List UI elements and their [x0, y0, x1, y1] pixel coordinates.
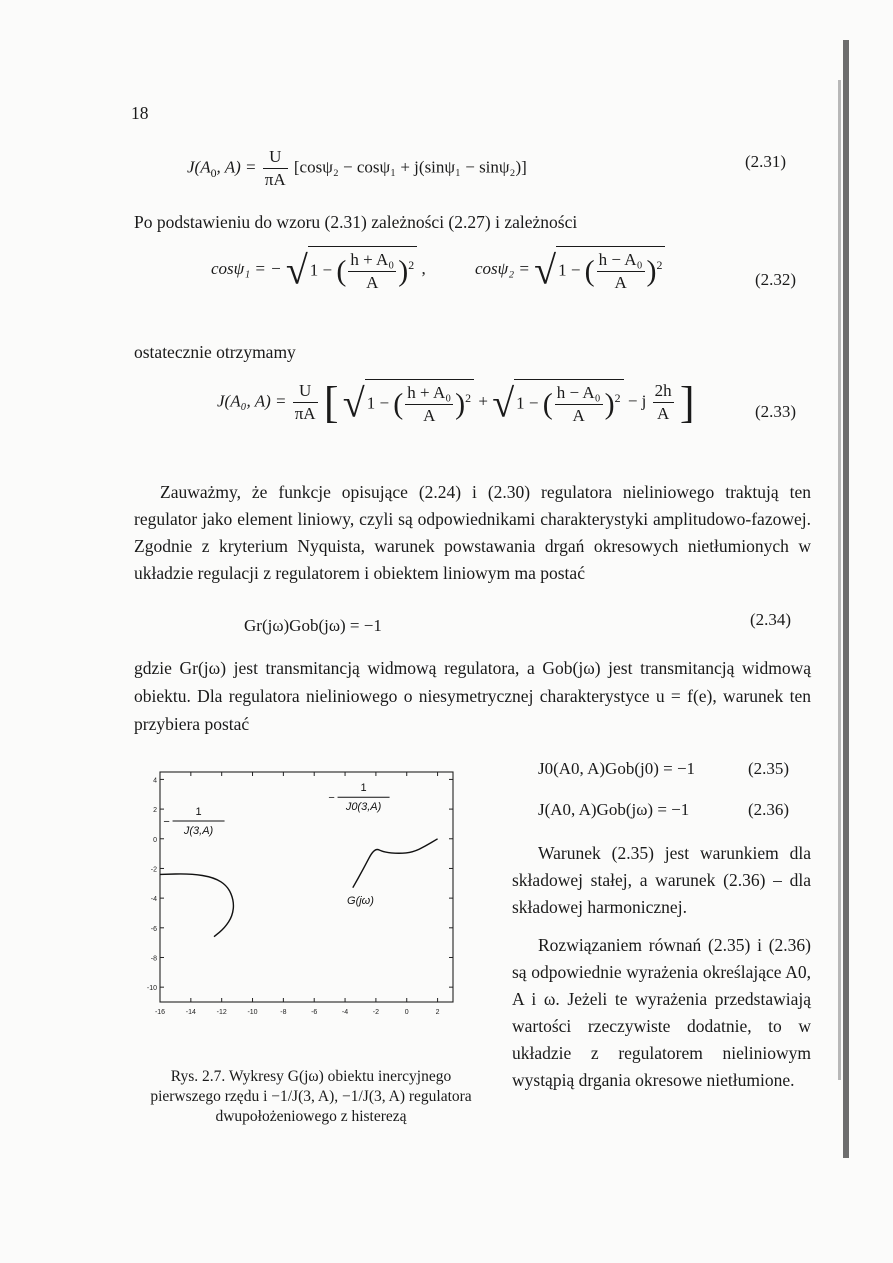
- eq232-den: A: [366, 273, 379, 292]
- x-tick-label: -2: [372, 1009, 380, 1016]
- equation-number: (2.36): [748, 800, 790, 819]
- series-line-1-j-3-a: [160, 874, 233, 937]
- eq232-right-fraction: [597, 249, 645, 294]
- page-edge-shadow: [843, 40, 849, 1158]
- paragraph: Zauważmy, że funkcje opisujące (2.24) i (2.30) regulatora nieliniowego traktują ten regulator jako element liniowy, czyli są odpowiednikami charakterystyki amplitudowo-fazowej. Zgodnie z kryterium Nyquista, warunek powstawania drgań okresowych nietłumionych w układzie regulacji z regulatorem i obiektem liniowym ma postać: [134, 482, 811, 583]
- eq231-fraction: [263, 146, 288, 191]
- eq233-n1: h + A₀: [405, 382, 453, 405]
- eq232-right-num: h − A₀: [597, 249, 645, 272]
- equation-number: (2.35): [748, 759, 790, 778]
- y-tick-label: -4: [150, 896, 157, 904]
- eq232-left-fraction: [348, 249, 396, 294]
- x-tick-label: -14: [185, 1009, 196, 1016]
- equation-2-36: J(A0, A)Gob(jω) = −1: [538, 800, 690, 819]
- square-root: √ 1 − ( $\frac{\text{h − A₀}}{A}$ )$^2$: [492, 379, 623, 427]
- text-line: Po podstawieniu do wzoru (2.31) zależności (2.27) i zależności: [134, 212, 578, 232]
- y-tick-label: 0: [153, 836, 157, 844]
- one-minus: 1 −: [309, 260, 333, 280]
- square-root: √ 1 − ( $\frac{\text{h − A₀}}{A}$ )$^2$: [534, 246, 665, 294]
- eq231-den: πA: [264, 170, 286, 189]
- eq233-A: A: [423, 405, 436, 425]
- annotation-label: G(jω): [347, 895, 374, 908]
- chart-axes: [160, 772, 453, 1002]
- eq232-left-num: h + A₀: [348, 249, 396, 272]
- equation-number: (2.33): [755, 402, 797, 421]
- x-tick-label: -6: [311, 1009, 318, 1016]
- equation-2-31: [187, 146, 527, 191]
- paragraph: Warunek (2.35) jest warunkiem dla składowej stałej, a warunek (2.36) – dla składowej harmonicznej.: [512, 843, 811, 917]
- one-minus: 1 −: [366, 392, 390, 412]
- y-tick-label: 4: [153, 777, 157, 785]
- annotation-denominator: J(3,A): [183, 824, 214, 837]
- chart-lines: [160, 839, 438, 937]
- exponent: 2: [408, 257, 415, 272]
- chart-ticks: [147, 772, 453, 1016]
- exponent: 2: [465, 390, 472, 405]
- text-line: ostatecznie otrzymamy: [134, 342, 296, 362]
- eq233-A: A: [572, 405, 585, 425]
- annotation-minus: −: [163, 815, 170, 828]
- y-tick-label: -10: [146, 985, 157, 993]
- eq231-num: U: [263, 146, 288, 169]
- annotation-minus: −: [328, 792, 335, 805]
- eq233-fraction: [293, 380, 318, 425]
- eq231-rhs: [cosψ₂ − cosψ₁ + j(sinψ₁ − sinψ₂)]: [293, 157, 527, 177]
- eq231-lhs-sub: 0: [210, 165, 217, 180]
- paragraph: Rozwiązaniem równań (2.35) i (2.36) są odpowiednie wyrażenia określające A0, A i ω. Jeżeli te wyrażenia przedstawiają wartości rzeczywiste dodatnie, to w układzie z regulatorem nieliniowym wystąpią drgania okresowe nietłumione.: [512, 935, 811, 1090]
- equation-number: (2.31): [745, 152, 787, 171]
- one-minus: 1 −: [558, 260, 581, 280]
- chart-annotations: [163, 782, 389, 907]
- annotation-numerator: 1: [195, 805, 202, 818]
- exponent: 2: [614, 390, 621, 405]
- eq233-A: A: [656, 404, 670, 423]
- equation-2-33: J(A₀, A) = $\frac{U}{\pi A}$ [ √ 1 − ( $\frac{\text{h + A₀}}{A}$ )$^2$ + √ 1 − ( $\frac{\text{h − A₀}}{A}$ )$^2$ − j $\frac{2h}{A}$ ]: [217, 378, 695, 427]
- x-tick-label: -8: [280, 1009, 287, 1016]
- eq232-den: A: [614, 273, 627, 292]
- x-tick-label: 2: [435, 1009, 440, 1016]
- x-tick-label: 0: [404, 1009, 409, 1016]
- eq232-right-lhs: cosψ₂ =: [475, 258, 530, 278]
- chart-svg: [140, 757, 480, 1032]
- y-tick-label: -6: [150, 925, 157, 933]
- square-root: √ 1 − ( $\frac{\text{h + A₀}}{A}$ )$^2$: [343, 379, 474, 427]
- equation-2-34: Gr(jω)Gob(jω) = −1: [244, 616, 382, 635]
- plus-sign: +: [478, 391, 488, 411]
- equation-2-35: J0(A0, A)Gob(j0) = −1: [538, 759, 696, 778]
- x-tick-label: -10: [247, 1009, 258, 1016]
- series-line-g-j: [353, 839, 438, 888]
- eq233-den: πA: [294, 404, 316, 423]
- x-tick-label: -16: [154, 1009, 166, 1016]
- paragraph: gdzie Gr(jω) jest transmitancją widmową regulatora, a Gob(jω) jest transmitancją widmową obiektu. Dla regulatora nieliniowego o niesymetrycznej charakterystyce u = f(e), warunek ten przybiera postać: [134, 658, 811, 734]
- eq231-lhs: J(A: [187, 157, 211, 177]
- eq232-comma: ,: [421, 258, 426, 278]
- y-tick-label: 2: [153, 807, 157, 815]
- eq233-num: U: [293, 380, 318, 403]
- equation-number: (2.34): [750, 610, 792, 629]
- minus-j: − j: [627, 391, 647, 411]
- eq233-lhs: J(A₀, A) =: [217, 391, 287, 411]
- figure-caption: Rys. 2.7. Wykresy G(jω) obiektu inercyjnego pierwszego rzędu i −1/J(3, A), −1/J(3, A) regulatora dwupołożeniowego z histerezą: [150, 1068, 472, 1125]
- eq233-n3: 2h: [653, 380, 674, 403]
- equation-2-32-right: [475, 246, 665, 294]
- y-tick-label: -8: [150, 955, 157, 963]
- x-tick-label: -4: [341, 1009, 349, 1016]
- one-minus: 1 −: [516, 392, 539, 412]
- exponent: 2: [656, 257, 663, 272]
- page-edge-shadow-inner: [838, 80, 841, 1080]
- plot-frame: [160, 772, 453, 1002]
- annotation-numerator: 1: [360, 782, 367, 795]
- y-tick-label: -2: [150, 866, 157, 874]
- eq232-left-lhs: cosψ₁ = −: [211, 258, 282, 278]
- eq233-n2: h − A₀: [555, 382, 603, 405]
- page-number: 18: [131, 103, 149, 123]
- equation-number: (2.32): [755, 270, 797, 289]
- x-tick-label: -12: [216, 1009, 227, 1016]
- figure-chart: [140, 757, 480, 1032]
- eq231-lhs-tail: , A) =: [216, 157, 257, 177]
- square-root: √ 1 − ( $\frac{\text{h + A₀}}{A}$ )$^2$: [286, 246, 417, 294]
- annotation-denominator: J0(3,A): [345, 801, 382, 814]
- equation-2-32-left: [211, 246, 426, 294]
